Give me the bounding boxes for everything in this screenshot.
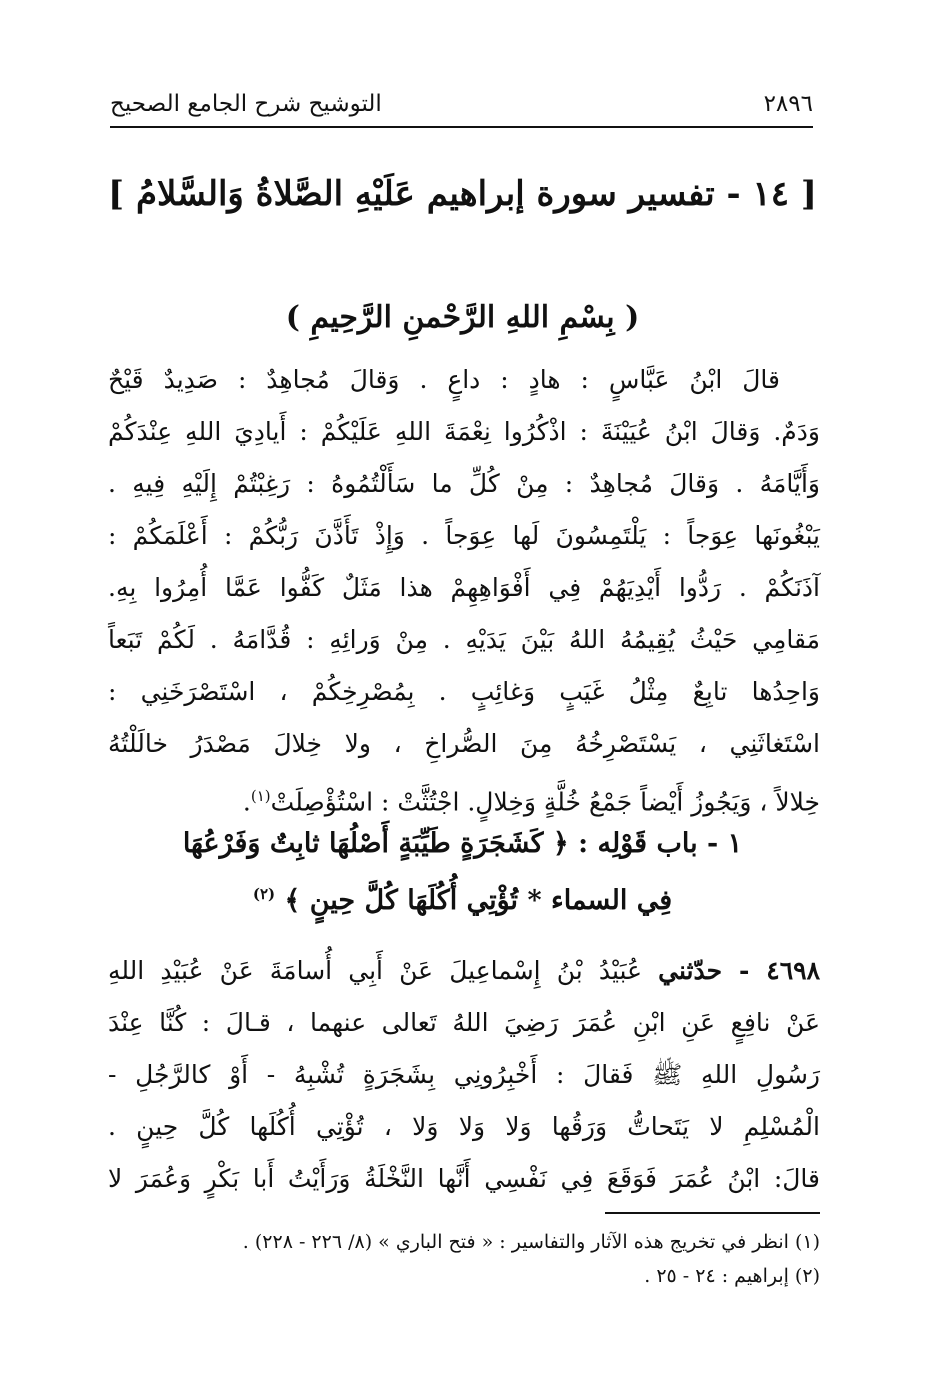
hadith-paragraph xyxy=(108,945,820,1205)
hadith-line: رَسُولِ اللهِ ﷺ فَقالَ : أَخْبِرُونِي بِشَجَرَةٍ تُشْبِهُ - أَوْ كالرَّجُلِ - xyxy=(108,1060,820,1089)
running-title: التوشيح شرح الجامع الصحيح xyxy=(110,91,382,117)
header-rule xyxy=(110,126,813,128)
commentary-line: اسْتَغاثَنِي ، يَسْتَصْرِخُهُ مِنَ الصُّراخِ ، ولا خِلالَ مَصْدَرُ خالَلْتُهُ xyxy=(108,729,820,758)
commentary-line: آذَنَكُمْ . رَدُّوا أَيْدِيَهُمْ فِي أَفْوَاهِهِمْ هذا مَثَلٌ كَفُّوا عَمَّا أُمِرُوا بِهِ. xyxy=(108,573,820,602)
bab-heading-line-1: ١ - باب قَوْلِه : ﴿ كَشَجَرَةٍ طَيِّبَةٍ أَصْلُهَا ثابِتٌ وَفَرْعُهَا xyxy=(182,828,743,859)
footnote-1: (١) انظر في تخريج هذه الآثار والتفاسير : « فتح الباري » (٨/ ٢٢٦ - ٢٢٨) . xyxy=(242,1231,820,1253)
commentary-paragraph xyxy=(108,354,820,828)
hadith-line: الْمُسْلِمِ لا يَتَحاتُّ وَرَقُها وَلا وَلا وَلا ، تُؤْتِي أُكُلَها كُلَّ حِينٍ . xyxy=(108,1112,820,1141)
commentary-line: مَقامِي حَيْثُ يُقِيمُهُ اللهُ بَيْنَ يَدَيْهِ . مِنْ وَرائِهِ : قُدَّامَهُ . لَكُمْ تَبَعاً xyxy=(108,625,820,654)
basmala: ( بِسْمِ اللهِ الرَّحْمنِ الرَّحِيمِ ) xyxy=(285,300,640,335)
page-number: ٢٨٩٦ xyxy=(763,91,813,117)
footnote-ref-2: (٢) xyxy=(252,885,276,903)
footnote-ref-1: (١) xyxy=(250,787,271,805)
hadith-line: قالَ: ابْنُ عُمَرَ فَوَقَعَ فِي نَفْسِي أَنَّها النَّخْلَةُ وَرَأَيْتُ أَبا بَكْرٍ وَعُمَرَ لا xyxy=(108,1164,820,1193)
footnote-2: (٢) إبراهيم : ٢٤ - ٢٥ . xyxy=(644,1265,820,1287)
commentary-line-text: خِلالاً ، وَيَجُوزُ أَيْضاً جَمْعُ خُلَّةٍ وَخِلالٍ. اجْتُثَّتْ : اسْتُؤْصِلَتْ xyxy=(270,787,820,817)
bab-heading-text: فِي السماء * تُؤْتِي أُكُلَهَا كُلَّ حِينٍ ﴾ xyxy=(284,885,673,916)
commentary-line-last: خِلالاً ، وَيَجُوزُ أَيْضاً جَمْعُ خُلَّةٍ وَخِلالٍ. اجْتُثَّتْ : اسْتُؤْصِلَتْ$^{(١)}$. xyxy=(242,787,820,817)
commentary-line: قالَ ابْنُ عَبَّاسٍ : هادٍ : داعٍ . وَقالَ مُجاهِدٌ : صَدِيدٌ قَيْحٌ xyxy=(108,365,780,394)
hadith-line-text: عُبَيْدُ بْنُ إِسْماعِيلَ عَنْ أَبِي أُسامَةَ عَنْ عُبَيْدِ اللهِ xyxy=(108,956,643,985)
bab-heading-line-2 xyxy=(100,883,825,918)
page-header xyxy=(110,84,813,124)
footnotes xyxy=(100,1225,820,1293)
commentary-line: وَدَمٌ. وَقالَ ابْنُ عُيَيْنَةَ : اذْكُرُوا نِعْمَةَ اللهِ عَلَيْكُمْ : أَيادِيَ اللهِ عِنْدَكُمْ xyxy=(108,417,820,446)
commentary-line: يَبْغُونَها عِوَجاً : يَلْتَمِسُونَ لَها عِوَجاً . وَإِذْ تَأَذَّنَ رَبُّكُمْ : أَعْلَمَكُمْ : xyxy=(108,521,820,550)
footnote-separator xyxy=(605,1212,820,1214)
hadith-line-first xyxy=(108,945,820,997)
commentary-line: وَأَيَّامَهُ . وَقالَ مُجاهِدٌ : مِنْ كُلِّ ما سَأَلْتُمُوهُ : رَغِبْتُمْ إِلَيْهِ فِيهِ . xyxy=(108,469,820,498)
hadith-number: ٤٦٩٨ - حدّثني xyxy=(658,956,821,985)
chapter-title: [ ١٤ - تفسير سورة إبراهيم عَلَيْهِ الصَّلاةُ وَالسَّلامُ ] xyxy=(108,174,817,214)
commentary-line: وَاحِدُها تابِعٌ مِثْلُ غَيَبٍ وَغائِبٍ . بِمُصْرِخِكُمْ ، اسْتَصْرَخَنِي : xyxy=(108,677,820,706)
hadith-line: عَنْ نافِعٍ عَنِ ابْنِ عُمَرَ رَضِيَ اللهُ تَعالى عنهما ، قـالَ : كُنَّا عِنْدَ xyxy=(108,1008,820,1037)
